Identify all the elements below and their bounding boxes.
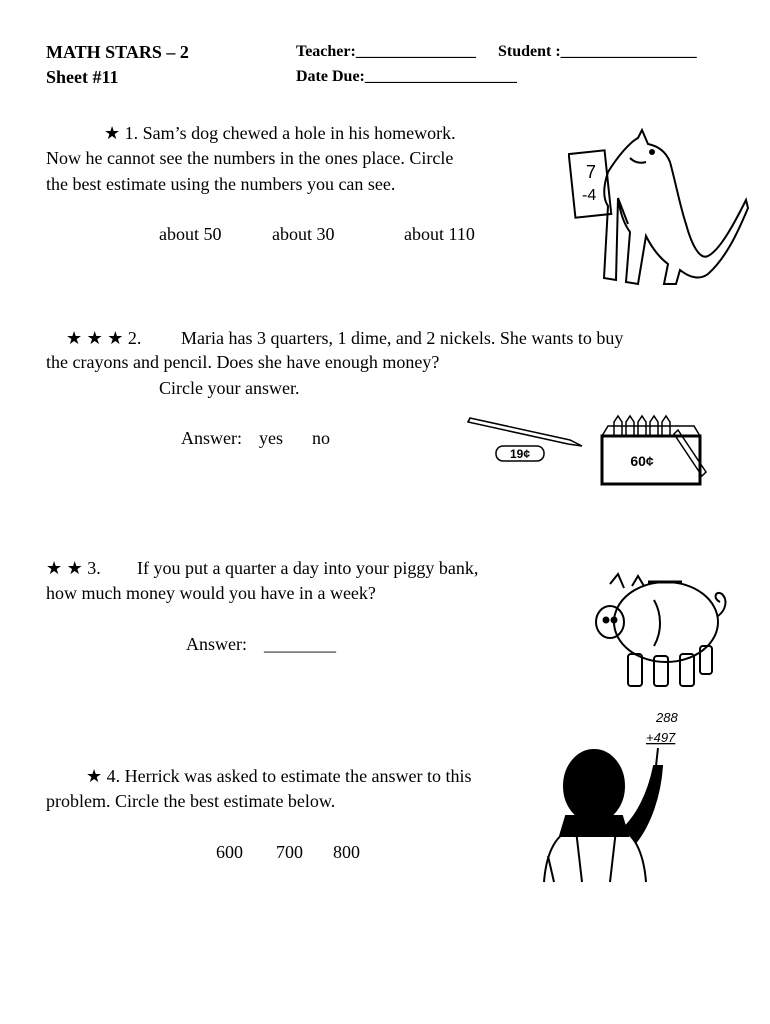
q4-line1: Herrick was asked to estimate the answer to this [124, 766, 472, 786]
crayon-price-tag: 60¢ [630, 453, 654, 469]
q3-line2: how much money would you have in a week? [46, 583, 376, 603]
q2-line2: the crayons and pencil. Does she have enough money? [46, 352, 440, 372]
q1-line2: Now he cannot see the numbers in the ones place. Circle [46, 148, 454, 168]
sheet-number: Sheet #11 [46, 67, 119, 87]
student-field: Student :_________________ [498, 43, 697, 60]
q2-answer-yes[interactable]: yes [259, 428, 283, 448]
q4-heading [86, 763, 472, 789]
q1-choice-1[interactable]: about 50 [159, 224, 222, 244]
pencil-illustration [466, 414, 584, 464]
board-bottom-number: +497 [646, 730, 676, 745]
paper-digit-top: 7 [586, 162, 597, 182]
pencil-price-tag: 19¢ [509, 447, 531, 461]
q3-answer-blank[interactable]: ________ [264, 634, 336, 654]
q3-stars: ★ ★ [46, 558, 83, 578]
date-due-field: Date Due:___________________ [296, 68, 517, 85]
q1-number: 1. [124, 123, 139, 143]
q4-choice-3[interactable]: 800 [333, 842, 360, 862]
q3-number: 3. [87, 558, 101, 578]
q4-line2: problem. Circle the best estimate below. [46, 791, 336, 811]
q3-line1: If you put a quarter a day into your piggy bank, [137, 558, 479, 578]
q2-line1: Maria has 3 quarters, 1 dime, and 2 nickels. She wants to buy [181, 328, 624, 348]
board-top-number: 288 [656, 710, 678, 725]
q4-choice-1[interactable]: 600 [216, 842, 243, 862]
worksheet-title: MATH STARS – 2 [46, 42, 189, 62]
dog-illustration [568, 128, 750, 288]
q2-number: 2. [127, 328, 142, 348]
q1-choice-2[interactable]: about 30 [272, 224, 335, 244]
q3-heading [46, 555, 101, 581]
q1-line3: the best estimate using the numbers you can see. [46, 174, 396, 194]
paper-digit-bottom: -4 [582, 187, 597, 204]
teacher-field: Teacher:_______________ [296, 43, 476, 60]
q2-stars: ★ ★ ★ [66, 328, 124, 348]
q4-stars: ★ [86, 766, 103, 786]
q2-answer-label: Answer: [181, 428, 242, 448]
q2-line3: Circle your answer. [159, 378, 300, 398]
q2-answer-no[interactable]: no [312, 428, 330, 448]
q1-stars: ★ [104, 123, 121, 143]
q3-answer-label: Answer: [186, 634, 247, 654]
q1-choice-3[interactable]: about 110 [404, 224, 475, 244]
q4-number: 4. [106, 766, 121, 786]
q1-line1: Sam’s dog chewed a hole in his homework. [142, 123, 456, 143]
q1-heading [104, 120, 456, 146]
piggy-bank-illustration [588, 570, 734, 694]
crayon-box-illustration [598, 412, 710, 488]
q4-choice-2[interactable]: 700 [276, 842, 303, 862]
q2-heading [66, 325, 141, 351]
student-at-board-illustration [536, 706, 696, 886]
